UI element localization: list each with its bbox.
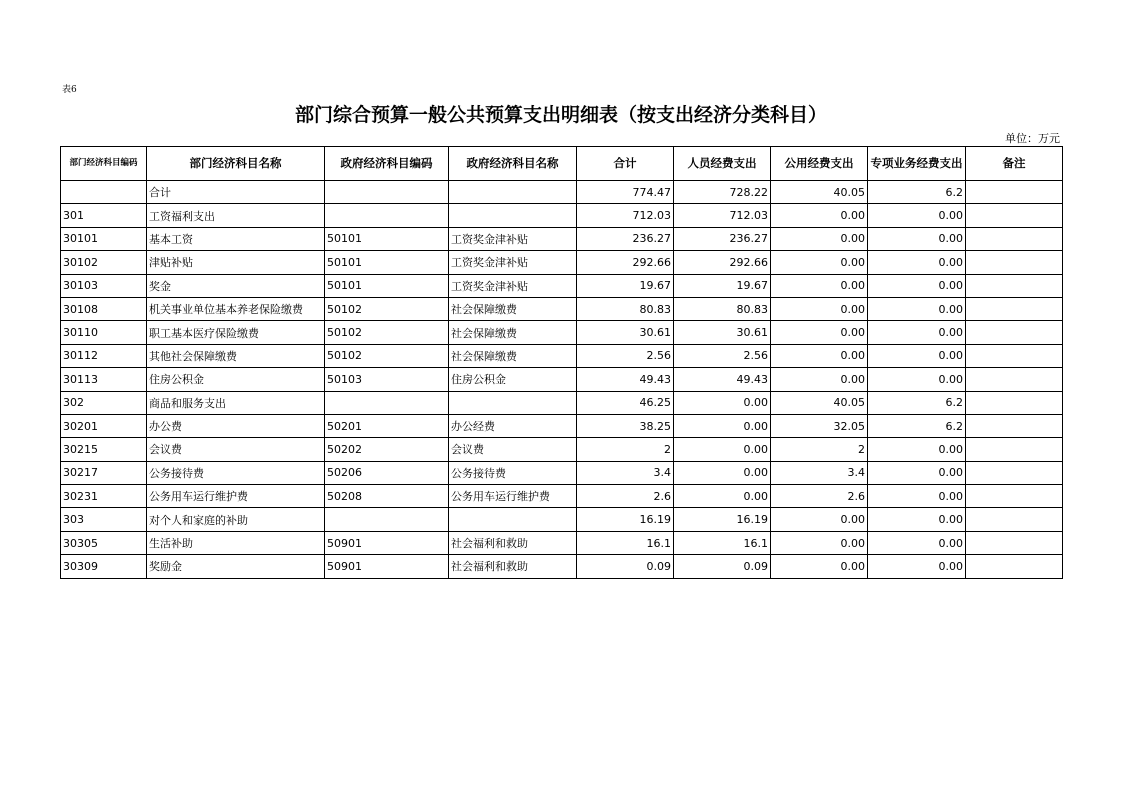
cell-gov-code: 50103 [325, 368, 449, 391]
cell-personnel: 30.61 [674, 321, 771, 344]
cell-total: 2 [577, 438, 674, 461]
cell-special: 0.00 [868, 508, 966, 531]
cell-dept-name: 奖金 [147, 274, 325, 297]
cell-gov-name: 工资奖金津补贴 [449, 251, 577, 274]
cell-total: 712.03 [577, 204, 674, 227]
cell-public: 40.05 [771, 391, 868, 414]
table-row [61, 555, 1063, 578]
table-row [61, 531, 1063, 554]
cell-note [966, 531, 1063, 554]
cell-total: 38.25 [577, 414, 674, 437]
cell-personnel: 236.27 [674, 227, 771, 250]
cell-note [966, 344, 1063, 367]
cell-note [966, 251, 1063, 274]
cell-dept-name: 工资福利支出 [147, 204, 325, 227]
cell-public: 0.00 [771, 274, 868, 297]
cell-gov-code: 50102 [325, 321, 449, 344]
cell-gov-name [449, 508, 577, 531]
cell-public: 0.00 [771, 227, 868, 250]
cell-note [966, 274, 1063, 297]
cell-dept-name: 会议费 [147, 438, 325, 461]
cell-personnel: 19.67 [674, 274, 771, 297]
cell-dept-code: 30102 [61, 251, 147, 274]
cell-public: 0.00 [771, 555, 868, 578]
cell-special: 6.2 [868, 414, 966, 437]
cell-public: 0.00 [771, 508, 868, 531]
cell-gov-code: 50901 [325, 531, 449, 554]
cell-gov-name: 社会保障缴费 [449, 344, 577, 367]
cell-dept-code: 301 [61, 204, 147, 227]
cell-total: 0.09 [577, 555, 674, 578]
cell-total: 46.25 [577, 391, 674, 414]
cell-gov-name [449, 391, 577, 414]
cell-gov-code: 50201 [325, 414, 449, 437]
cell-gov-code [325, 181, 449, 204]
cell-dept-name: 对个人和家庭的补助 [147, 508, 325, 531]
cell-special: 0.00 [868, 461, 966, 484]
cell-dept-name: 职工基本医疗保险缴费 [147, 321, 325, 344]
cell-gov-code: 50101 [325, 251, 449, 274]
cell-total: 16.19 [577, 508, 674, 531]
cell-special: 0.00 [868, 485, 966, 508]
cell-dept-name: 住房公积金 [147, 368, 325, 391]
cell-dept-name: 商品和服务支出 [147, 391, 325, 414]
cell-dept-name: 生活补助 [147, 531, 325, 554]
cell-gov-name: 社会保障缴费 [449, 297, 577, 320]
cell-gov-code: 50101 [325, 227, 449, 250]
cell-personnel: 0.00 [674, 438, 771, 461]
cell-special: 0.00 [868, 321, 966, 344]
header-dept-code: 部门经济科目编码 [61, 147, 147, 181]
header-public: 公用经费支出 [771, 147, 868, 181]
table-row [61, 461, 1063, 484]
cell-personnel: 712.03 [674, 204, 771, 227]
cell-public: 2.6 [771, 485, 868, 508]
cell-note [966, 485, 1063, 508]
cell-gov-name: 社会福利和救助 [449, 555, 577, 578]
table-header-row [61, 147, 1063, 181]
cell-dept-code: 30217 [61, 461, 147, 484]
cell-gov-name: 公务用车运行维护费 [449, 485, 577, 508]
cell-special: 6.2 [868, 181, 966, 204]
cell-personnel: 728.22 [674, 181, 771, 204]
cell-personnel: 16.19 [674, 508, 771, 531]
unit-label: 单位：万元 [1005, 132, 1060, 145]
cell-gov-name: 会议费 [449, 438, 577, 461]
cell-note [966, 438, 1063, 461]
cell-special: 0.00 [868, 227, 966, 250]
cell-personnel: 2.56 [674, 344, 771, 367]
cell-special: 0.00 [868, 204, 966, 227]
cell-dept-name: 合计 [147, 181, 325, 204]
cell-total: 774.47 [577, 181, 674, 204]
cell-gov-name: 工资奖金津补贴 [449, 274, 577, 297]
cell-note [966, 368, 1063, 391]
cell-public: 3.4 [771, 461, 868, 484]
table-row [61, 181, 1063, 204]
cell-personnel: 16.1 [674, 531, 771, 554]
cell-dept-name: 公务接待费 [147, 461, 325, 484]
header-personnel: 人员经费支出 [674, 147, 771, 181]
cell-total: 30.61 [577, 321, 674, 344]
cell-note [966, 297, 1063, 320]
cell-gov-name [449, 181, 577, 204]
cell-dept-code: 30112 [61, 344, 147, 367]
cell-gov-name: 办公经费 [449, 414, 577, 437]
table-number: 表6 [62, 85, 77, 95]
cell-gov-code: 50101 [325, 274, 449, 297]
page-title: 部门综合预算一般公共预算支出明细表（按支出经济分类科目） [294, 104, 827, 126]
cell-dept-code: 30201 [61, 414, 147, 437]
header-gov-name: 政府经济科目名称 [449, 147, 577, 181]
cell-public: 0.00 [771, 321, 868, 344]
cell-personnel: 292.66 [674, 251, 771, 274]
cell-total: 16.1 [577, 531, 674, 554]
cell-dept-name: 办公费 [147, 414, 325, 437]
cell-dept-name: 奖励金 [147, 555, 325, 578]
cell-gov-code: 50202 [325, 438, 449, 461]
cell-gov-code: 50102 [325, 297, 449, 320]
cell-public: 0.00 [771, 368, 868, 391]
cell-gov-name: 住房公积金 [449, 368, 577, 391]
cell-total: 236.27 [577, 227, 674, 250]
table-row [61, 391, 1063, 414]
cell-note [966, 414, 1063, 437]
cell-note [966, 508, 1063, 531]
cell-dept-code: 302 [61, 391, 147, 414]
table-row [61, 508, 1063, 531]
cell-personnel: 0.00 [674, 485, 771, 508]
table-row [61, 368, 1063, 391]
header-dept-name: 部门经济科目名称 [147, 147, 325, 181]
header-total: 合计 [577, 147, 674, 181]
cell-dept-code: 30305 [61, 531, 147, 554]
cell-note [966, 321, 1063, 344]
cell-special: 0.00 [868, 297, 966, 320]
expenditure-table [60, 146, 1063, 579]
cell-gov-name: 社会保障缴费 [449, 321, 577, 344]
cell-dept-code: 30309 [61, 555, 147, 578]
cell-total: 292.66 [577, 251, 674, 274]
cell-gov-name: 工资奖金津补贴 [449, 227, 577, 250]
table-row [61, 297, 1063, 320]
cell-gov-name: 公务接待费 [449, 461, 577, 484]
cell-public: 0.00 [771, 204, 868, 227]
table-row [61, 344, 1063, 367]
table-row [61, 438, 1063, 461]
cell-gov-code: 50206 [325, 461, 449, 484]
cell-dept-code [61, 181, 147, 204]
cell-gov-code: 50102 [325, 344, 449, 367]
cell-special: 0.00 [868, 531, 966, 554]
cell-special: 6.2 [868, 391, 966, 414]
header-gov-code: 政府经济科目编码 [325, 147, 449, 181]
cell-special: 0.00 [868, 344, 966, 367]
cell-dept-name: 机关事业单位基本养老保险缴费 [147, 297, 325, 320]
cell-dept-code: 30113 [61, 368, 147, 391]
cell-public: 0.00 [771, 251, 868, 274]
cell-personnel: 0.00 [674, 461, 771, 484]
cell-total: 80.83 [577, 297, 674, 320]
cell-dept-name: 津贴补贴 [147, 251, 325, 274]
cell-note [966, 555, 1063, 578]
cell-gov-code [325, 508, 449, 531]
cell-personnel: 0.09 [674, 555, 771, 578]
header-note: 备注 [966, 147, 1063, 181]
cell-note [966, 204, 1063, 227]
table-row [61, 321, 1063, 344]
cell-dept-code: 30103 [61, 274, 147, 297]
cell-public: 0.00 [771, 297, 868, 320]
cell-dept-code: 30108 [61, 297, 147, 320]
table-row [61, 485, 1063, 508]
cell-public: 32.05 [771, 414, 868, 437]
cell-special: 0.00 [868, 368, 966, 391]
cell-special: 0.00 [868, 251, 966, 274]
header-special: 专项业务经费支出 [868, 147, 966, 181]
table-row [61, 204, 1063, 227]
cell-gov-name [449, 204, 577, 227]
cell-gov-code: 50901 [325, 555, 449, 578]
cell-note [966, 391, 1063, 414]
cell-public: 40.05 [771, 181, 868, 204]
cell-note [966, 227, 1063, 250]
cell-public: 2 [771, 438, 868, 461]
cell-personnel: 0.00 [674, 391, 771, 414]
cell-gov-code [325, 391, 449, 414]
cell-dept-code: 30215 [61, 438, 147, 461]
cell-dept-name: 其他社会保障缴费 [147, 344, 325, 367]
table-row [61, 414, 1063, 437]
cell-total: 2.6 [577, 485, 674, 508]
cell-total: 49.43 [577, 368, 674, 391]
cell-special: 0.00 [868, 555, 966, 578]
cell-special: 0.00 [868, 274, 966, 297]
cell-public: 0.00 [771, 531, 868, 554]
cell-gov-name: 社会福利和救助 [449, 531, 577, 554]
table-row [61, 274, 1063, 297]
cell-dept-code: 30110 [61, 321, 147, 344]
cell-personnel: 49.43 [674, 368, 771, 391]
table-row [61, 227, 1063, 250]
cell-special: 0.00 [868, 438, 966, 461]
cell-public: 0.00 [771, 344, 868, 367]
cell-gov-code: 50208 [325, 485, 449, 508]
cell-dept-code: 303 [61, 508, 147, 531]
cell-dept-code: 30101 [61, 227, 147, 250]
cell-personnel: 80.83 [674, 297, 771, 320]
cell-dept-code: 30231 [61, 485, 147, 508]
cell-dept-name: 公务用车运行维护费 [147, 485, 325, 508]
cell-total: 3.4 [577, 461, 674, 484]
cell-gov-code [325, 204, 449, 227]
cell-dept-name: 基本工资 [147, 227, 325, 250]
table-row [61, 251, 1063, 274]
cell-personnel: 0.00 [674, 414, 771, 437]
cell-note [966, 461, 1063, 484]
cell-note [966, 181, 1063, 204]
cell-total: 19.67 [577, 274, 674, 297]
cell-total: 2.56 [577, 344, 674, 367]
